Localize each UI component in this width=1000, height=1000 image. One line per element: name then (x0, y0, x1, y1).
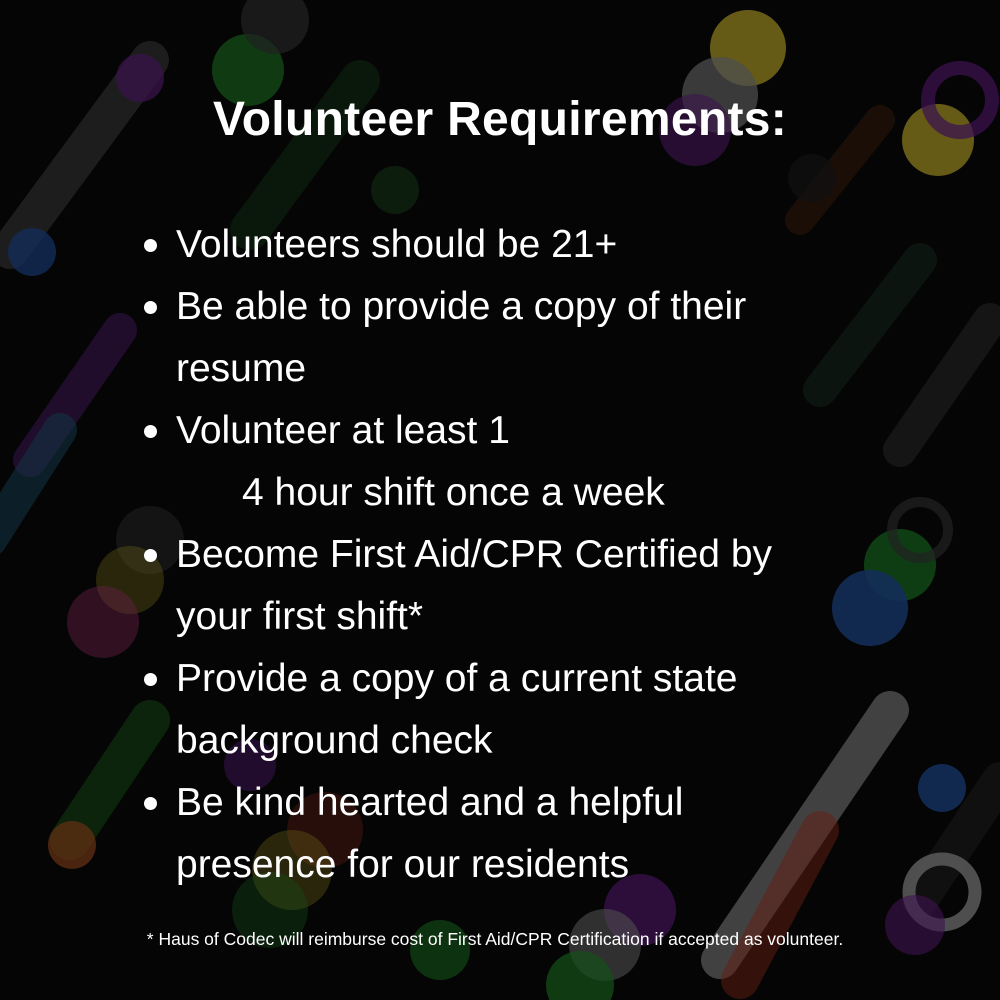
decor-circle (67, 586, 139, 658)
list-item-text: Volunteer at least 1 (176, 409, 510, 452)
decor-circle (48, 821, 96, 869)
list-item-text: Volunteers should be 21+ (176, 223, 618, 266)
decor-capsule (70, 720, 150, 840)
bullet-icon (144, 797, 157, 810)
bullet-icon (144, 239, 157, 252)
decor-capsule (0, 430, 60, 540)
list-item-text: presence for our residents (176, 843, 630, 886)
decor-circle (8, 228, 56, 276)
list-item-text: your first shift* (176, 595, 424, 638)
list-item-text: Become First Aid/CPR Certified by (176, 533, 773, 576)
page-title: Volunteer Requirements: (212, 93, 788, 146)
bullet-icon (144, 425, 157, 438)
requirements-list (176, 214, 976, 896)
list-item (176, 276, 976, 400)
list-item-text: Be able to provide a copy of their (176, 285, 747, 328)
list-item-text: background check (176, 719, 493, 762)
decor-circle (788, 154, 836, 202)
decor-circle (371, 166, 419, 214)
bullet-icon (144, 549, 157, 562)
list-item (176, 772, 976, 896)
footnote: * Haus of Codec will reimburse cost of First Aid/CPR Certification if accepted as volunteer. (146, 929, 844, 949)
list-item (176, 214, 976, 276)
list-item-text: 4 hour shift once a week (242, 471, 665, 514)
list-item (176, 400, 976, 524)
list-item (176, 524, 976, 648)
list-item-text: Provide a copy of a current state (176, 657, 738, 700)
bullet-icon (144, 673, 157, 686)
bullet-icon (144, 301, 157, 314)
list-item-text: resume (176, 347, 307, 390)
list-item-text: Be kind hearted and a helpful (176, 781, 684, 824)
list-item (176, 648, 976, 772)
